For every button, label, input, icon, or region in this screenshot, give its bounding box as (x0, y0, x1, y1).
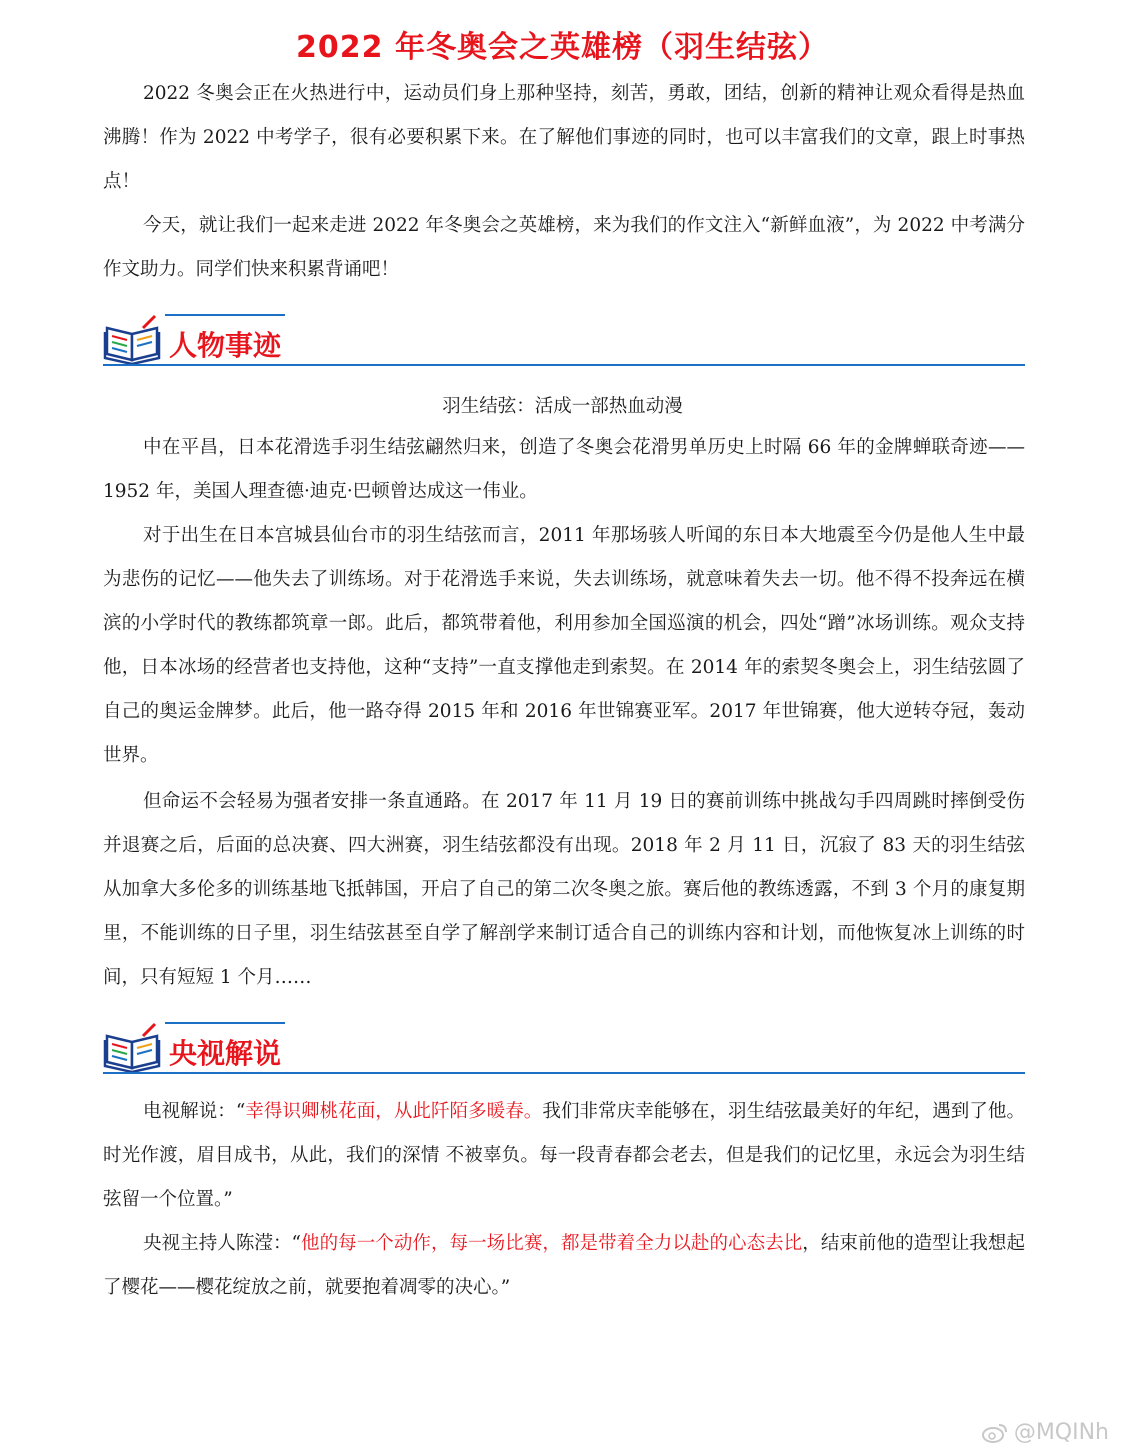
story-paragraph-1: 中在平昌，日本花滑选手羽生结弦翩然归来，创造了冬奥会花滑男单历史上时隔 66 年的金牌蝉联奇迹——1952 年，美国人理查德·迪克·巴顿曾达成这一伟业。 (103, 437, 1025, 502)
tv-commentary-quote (103, 1090, 1025, 1222)
quote-rest: ，结束前他的造型让我想起了樱花——樱花绽放之前，就要抱着凋零的决心。” (103, 1233, 1025, 1298)
quote-highlight: 幸得识卿桃花面，从此阡陌多暖春。 (245, 1101, 543, 1122)
page-title: 2022 年冬奥会之英雄榜（羽生结弦） (296, 30, 829, 65)
intro-paragraph-1: 2022 冬奥会正在火热进行中，运动员们身上那种坚持，刻苦，勇敢，团结，创新的精神让观众看得是热血沸腾！作为 2022 中考学子，很有必要积累下来。在了解他们事迹的同时，也可以丰富我们的文章，跟上时事热点！ (103, 83, 1025, 192)
quote-highlight: 他的每一个动作，每一场比赛，都是带着全力以赴的心态去比 (300, 1233, 803, 1254)
section-heading: 人物事迹 (169, 329, 282, 362)
section-header-commentary (103, 1022, 1025, 1076)
section-heading: 央视解说 (169, 1037, 282, 1070)
quote-prefix: 央视主持人陈滢：“ (143, 1233, 301, 1254)
watermark (982, 1420, 1109, 1445)
host-commentary-quote (103, 1222, 1025, 1310)
section-underline (103, 1072, 1025, 1074)
open-book-icon (103, 1022, 161, 1074)
open-book-icon (103, 314, 161, 366)
section-underline (103, 364, 1025, 366)
section-top-rule (165, 1022, 285, 1024)
intro-paragraph-2: 今天，就让我们一起来走进 2022 年冬奥会之英雄榜，来为我们的作文注入“新鲜血液”，为 2022 中考满分作文助力。同学们快来积累背诵吧！ (103, 215, 1025, 280)
section-header-deeds (103, 314, 1025, 368)
quote-rest: 我们非常庆幸能够在，羽生结弦最美好的年纪，遇到了他。时光作渡，眉目成书，从此，我们的深情 不被辜负。每一段青春都会老去，但是我们的记忆里，永远会为羽生结弦留一个位置。” (103, 1101, 1025, 1210)
weibo-icon (982, 1422, 1008, 1444)
story-paragraph-2: 对于出生在日本宫城县仙台市的羽生结弦而言，2011 年那场骇人听闻的东日本大地震至今仍是他人生中最为悲伤的记忆——他失去了训练场。对于花滑选手来说，失去训练场，就意味着失去一切。他不得不投奔远在横滨的小学时代的教练都筑章一郎。此后，都筑带着他，利用参加全国巡演的机会，四处“蹭”冰场训练。观众支持他，日本冰场的经营者也支持他，这种“支持”一直支撑他走到索契。在 2014 年的索契冬奥会上，羽生结弦圆了自己的奥运金牌梦。此后，他一路夺得 2015 年和 2016 年世锦赛亚军。2017 年世锦赛，他大逆转夺冠，轰动世界。 (103, 525, 1025, 766)
story-subtitle: 羽生结弦：活成一部热血动漫 (442, 396, 683, 417)
story-paragraph-3: 但命运不会轻易为强者安排一条直通路。在 2017 年 11 月 19 日的赛前训练中挑战勾手四周跳时摔倒受伤并退赛之后，后面的总决赛、四大洲赛，羽生结弦都没有出现。2018 年 2 月 11 日，沉寂了 83 天的羽生结弦从加拿大多伦多的训练基地飞抵韩国，开启了自己的第二次冬奥之旅。赛后他的教练透露，不到 3 个月的康复期里，不能训练的日子里，羽生结弦甚至自学了解剖学来制订适合自己的训练内容和计划，而他恢复冰上训练的时间，只有短短 1 个月…… (103, 791, 1025, 988)
section-top-rule (165, 314, 285, 316)
watermark-text: @MQINh (1013, 1420, 1109, 1445)
quote-prefix: 电视解说：“ (143, 1101, 246, 1122)
